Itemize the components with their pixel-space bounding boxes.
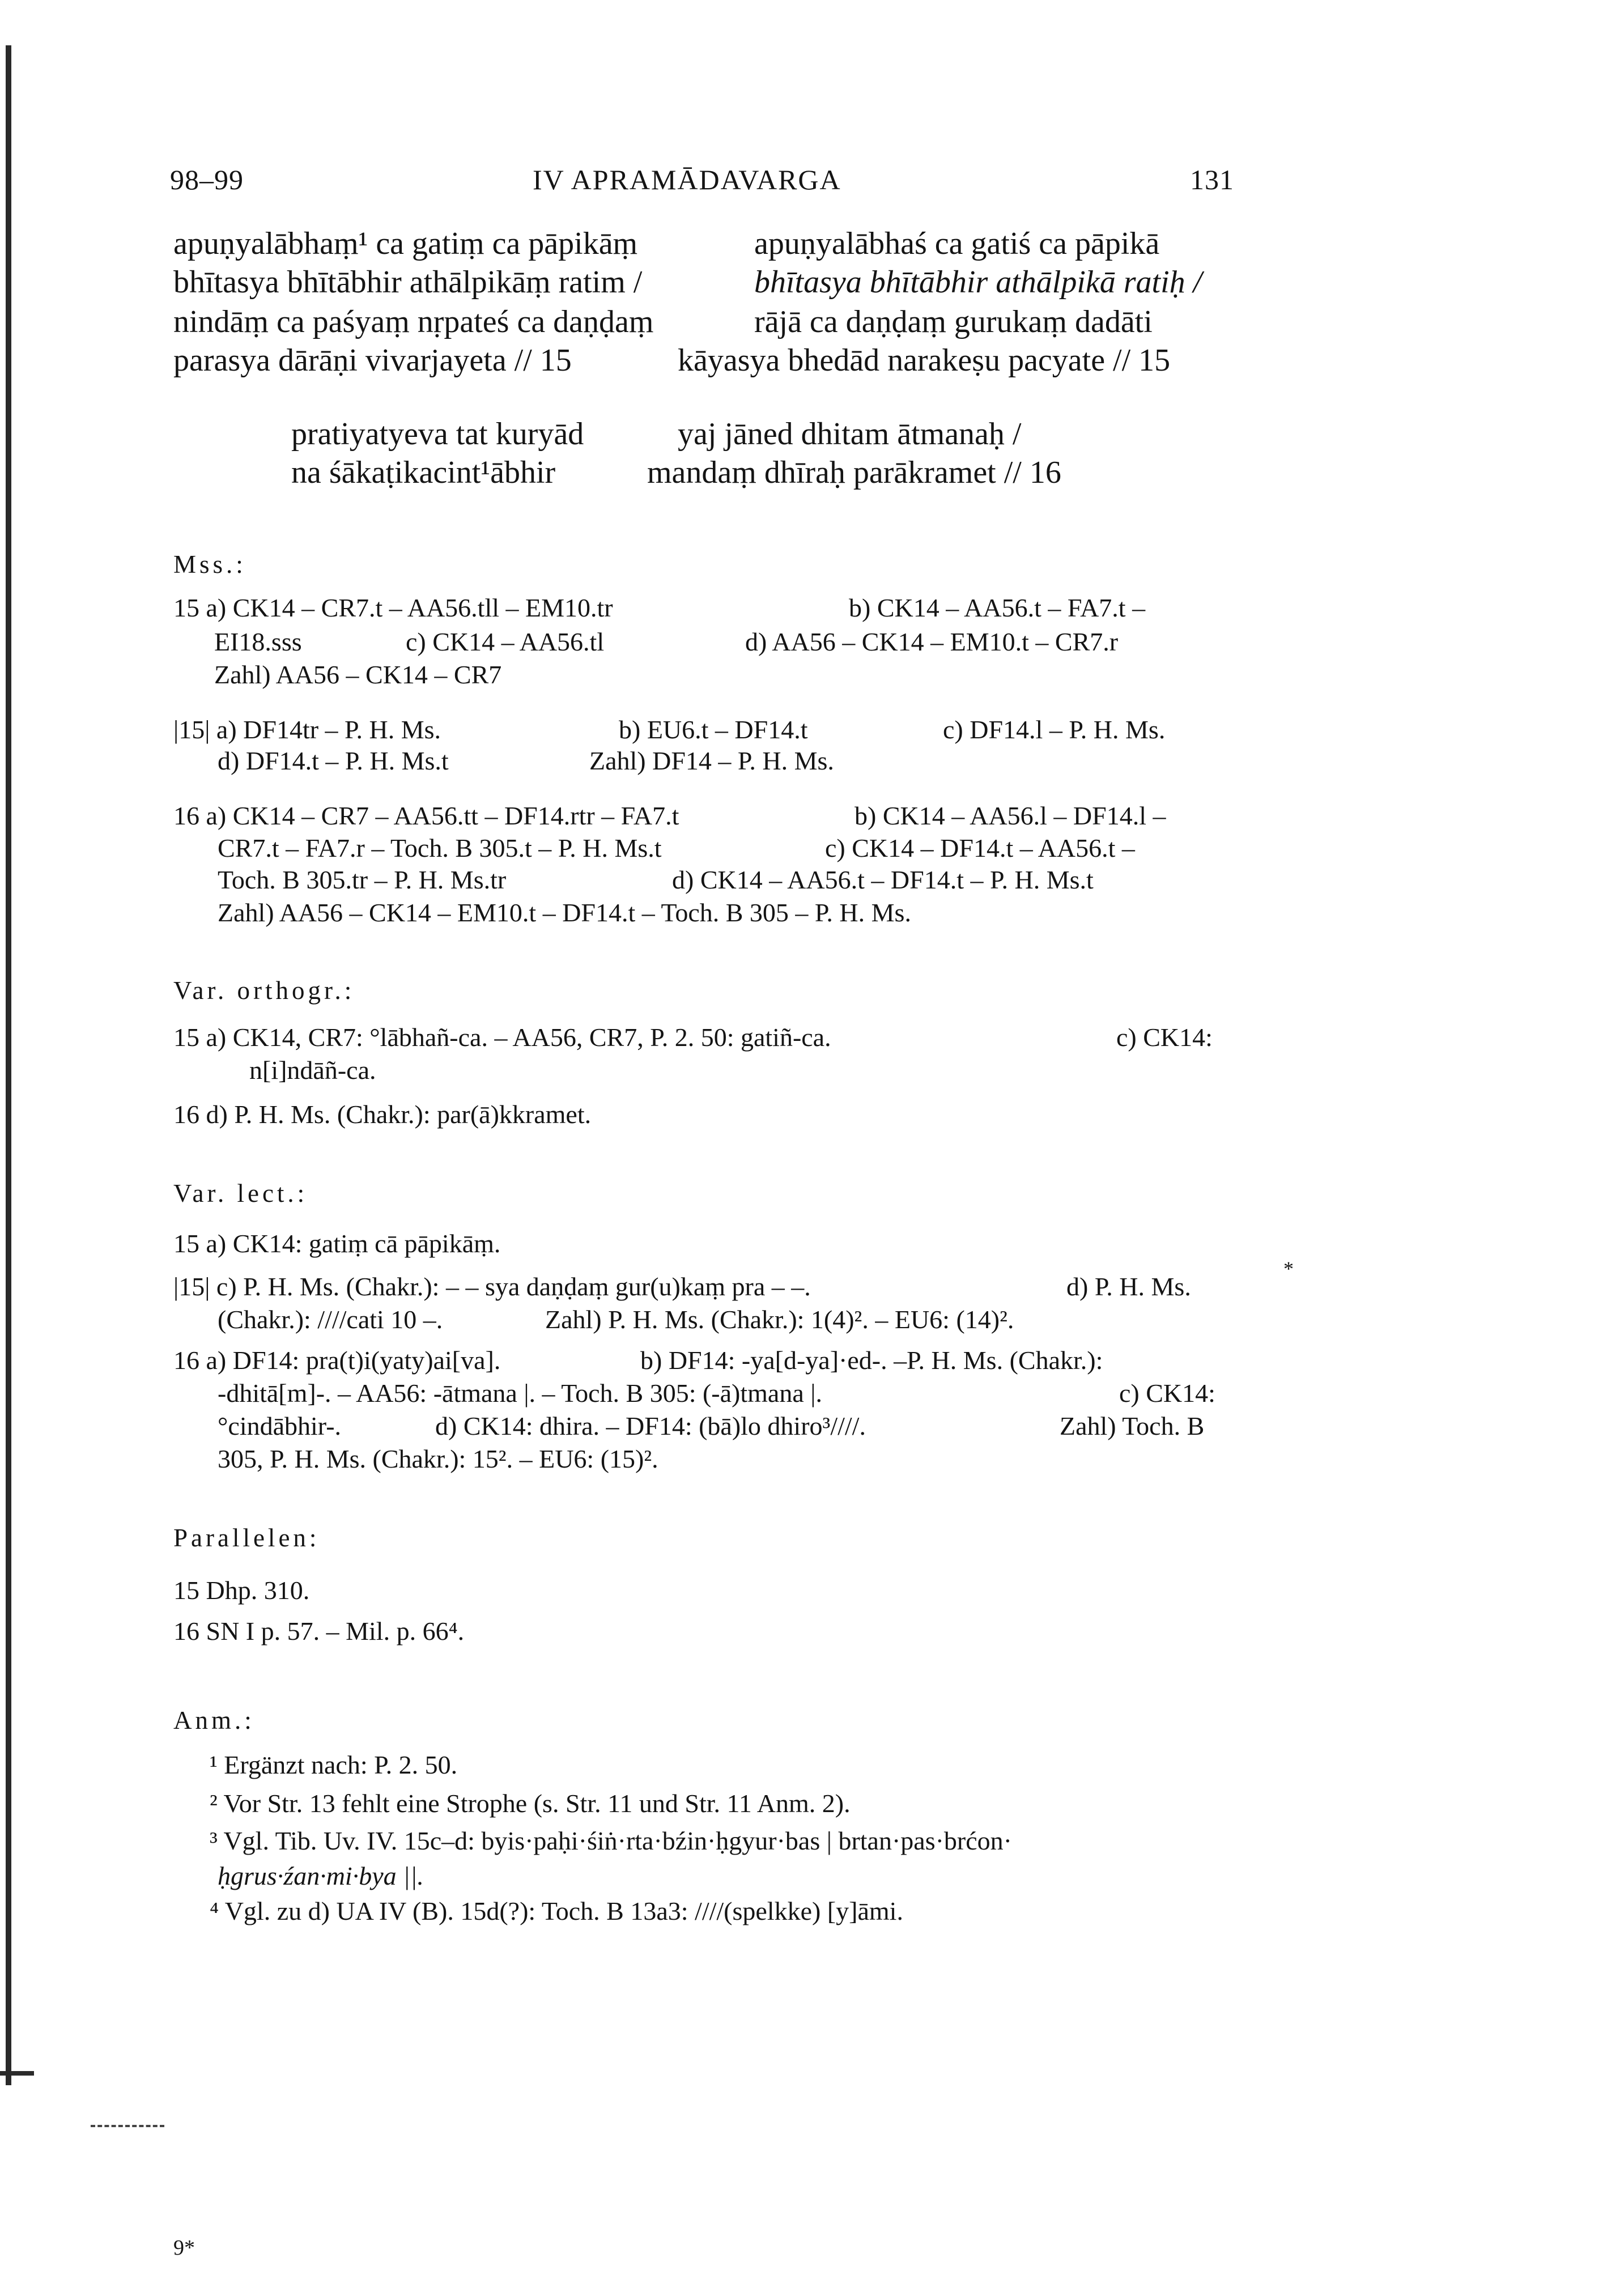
var-lect-line: (Chakr.): ////cati 10 –. [218,1305,443,1334]
var-lect-line: |15| c) P. H. Ms. (Chakr.): – – sya daṇḍaṃ gur(u)kaṃ pra – –. [173,1272,811,1301]
scan-dashes [91,2125,164,2127]
mss-line: c) DF14.l – P. H. Ms. [943,715,1166,744]
mss-line: b) CK14 – AA56.t – FA7.t – [849,593,1146,622]
var-lect-line: Zahl) Toch. B [1060,1411,1205,1440]
margin-asterisk: * [1283,1257,1294,1280]
verse-line-left: apuṇyalābhaṃ¹ ca gatiṃ ca pāpikāṃ [173,226,638,261]
verse-line-right: bhītasya bhītābhir athālpikā ratiḥ / [754,265,1202,300]
note-line: ² Vor Str. 13 fehlt eine Strophe (s. Str. 11 und Str. 11 Anm. 2). [210,1789,851,1818]
signature-mark: 9* [173,2236,195,2260]
var-lect-line: 16 a) DF14: pra(t)i(yaty)ai[va]. [173,1346,501,1375]
mss-line: Zahl) DF14 – P. H. Ms. [589,746,834,775]
var-lect-line: 305, P. H. Ms. (Chakr.): 15². – EU6: (15)². [218,1444,658,1473]
section-heading-var-lect: Var. lect.: [173,1179,308,1207]
var-lect-line: -dhitā[m]-. – AA56: -ātmana |. – Toch. B 305: (-ā)tmana |. [218,1379,822,1408]
mss-line: d) CK14 – AA56.t – DF14.t – P. H. Ms.t [672,865,1094,894]
mss-line: d) DF14.t – P. H. Ms.t [218,746,449,775]
var-lect-line: 15 a) CK14: gatiṃ cā pāpikāṃ. [173,1229,501,1258]
var-orthogr-line: n[i]ndāñ-ca. [249,1056,376,1085]
section-heading-parallelen: Parallelen: [173,1524,320,1552]
verse-line-left: pratiyatyeva tat kuryād [291,416,584,452]
var-lect-line: Zahl) P. H. Ms. (Chakr.): 1(4)². – EU6: (14)². [545,1305,1014,1334]
mss-line: b) EU6.t – DF14.t [619,715,808,744]
parallel-line: 15 Dhp. 310. [173,1576,310,1605]
header-verse-range: 98–99 [170,164,244,195]
mss-line: c) CK14 – DF14.t – AA56.t – [825,834,1135,862]
verse-line-right: apuṇyalābhaś ca gatiś ca pāpikā [754,226,1160,261]
mss-line: d) AA56 – CK14 – EM10.t – CR7.r [745,627,1119,656]
section-heading-anm: Anm.: [173,1706,255,1734]
verse-line-left: nindāṃ ca paśyaṃ nṛpateś ca daṇḍaṃ [173,304,654,339]
note-line: ³ Vgl. Tib. Uv. IV. 15c–d: byis·paḥi·śiṅ·rta·bźin·ḥgyur·bas | brtan·pas·brćon· [210,1826,1012,1855]
section-heading-var-orthogr: Var. orthogr.: [173,976,355,1005]
verse-line-right: kāyasya bhedād narakeṣu pacyate // 15 [678,343,1171,378]
var-lect-line: b) DF14: -ya[d-ya]·ed-. –P. H. Ms. (Chakr.): [640,1346,1103,1375]
var-lect-line: d) CK14: dhira. – DF14: (bā)lo dhiro³////. [435,1411,866,1440]
verse-line-left: na śākaṭikacint¹ābhir [291,455,556,490]
binding-edge [6,45,11,2085]
mss-line: |15| a) DF14tr – P. H. Ms. [173,715,441,744]
verse-line-right: yaj jāned dhitam ātmanaḥ / [678,416,1022,452]
mss-line: EI18.sss [214,627,302,656]
verse-line-left: parasya dārāṇi vivarjayeta // 15 [173,343,572,378]
mss-line: Toch. B 305.tr – P. H. Ms.tr [218,865,507,894]
var-lect-line: °cindābhir-. [218,1411,342,1440]
binding-edge-foot [0,2071,34,2076]
var-orthogr-line: c) CK14: [1116,1023,1213,1052]
header-chapter-title: IV APRAMĀDAVARGA [533,164,841,195]
var-orthogr-line: 15 a) CK14, CR7: °lābhañ-ca. – AA56, CR7, P. 2. 50: gatiñ-ca. [173,1023,831,1052]
var-orthogr-line: 16 d) P. H. Ms. (Chakr.): par(ā)kkramet. [173,1100,592,1129]
note-line: ⁴ Vgl. zu d) UA IV (B). 15d(?): Toch. B 13a3: ////(spelkke) [y]āmi. [210,1897,903,1925]
mss-line: CR7.t – FA7.r – Toch. B 305.t – P. H. Ms.t [218,834,662,862]
note-line: ḥgrus·źan·mi·bya ||. [218,1861,424,1890]
mss-line: 15 a) CK14 – CR7.t – AA56.tll – EM10.tr [173,593,613,622]
mss-line: b) CK14 – AA56.l – DF14.l – [854,801,1166,830]
verse-line-right: mandaṃ dhīraḥ parākramet // 16 [647,455,1061,490]
page-number: 131 [1190,164,1234,195]
parallel-line: 16 SN I p. 57. – Mil. p. 66⁴. [173,1617,465,1646]
note-line: ¹ Ergänzt nach: P. 2. 50. [210,1750,458,1779]
var-lect-line: c) CK14: [1119,1379,1215,1408]
mss-line: c) CK14 – AA56.tl [406,627,605,656]
mss-line: Zahl) AA56 – CK14 – EM10.t – DF14.t – Toch. B 305 – P. H. Ms. [218,898,911,927]
section-heading-mss: Mss.: [173,550,246,579]
mss-line: 16 a) CK14 – CR7 – AA56.tt – DF14.rtr – FA7.t [173,801,679,830]
var-lect-line: d) P. H. Ms. [1066,1272,1191,1301]
verse-line-left: bhītasya bhītābhir athālpikāṃ ratim / [173,265,643,300]
mss-line: Zahl) AA56 – CK14 – CR7 [214,660,502,689]
verse-line-right: rājā ca daṇḍaṃ gurukaṃ dadāti [754,304,1153,339]
